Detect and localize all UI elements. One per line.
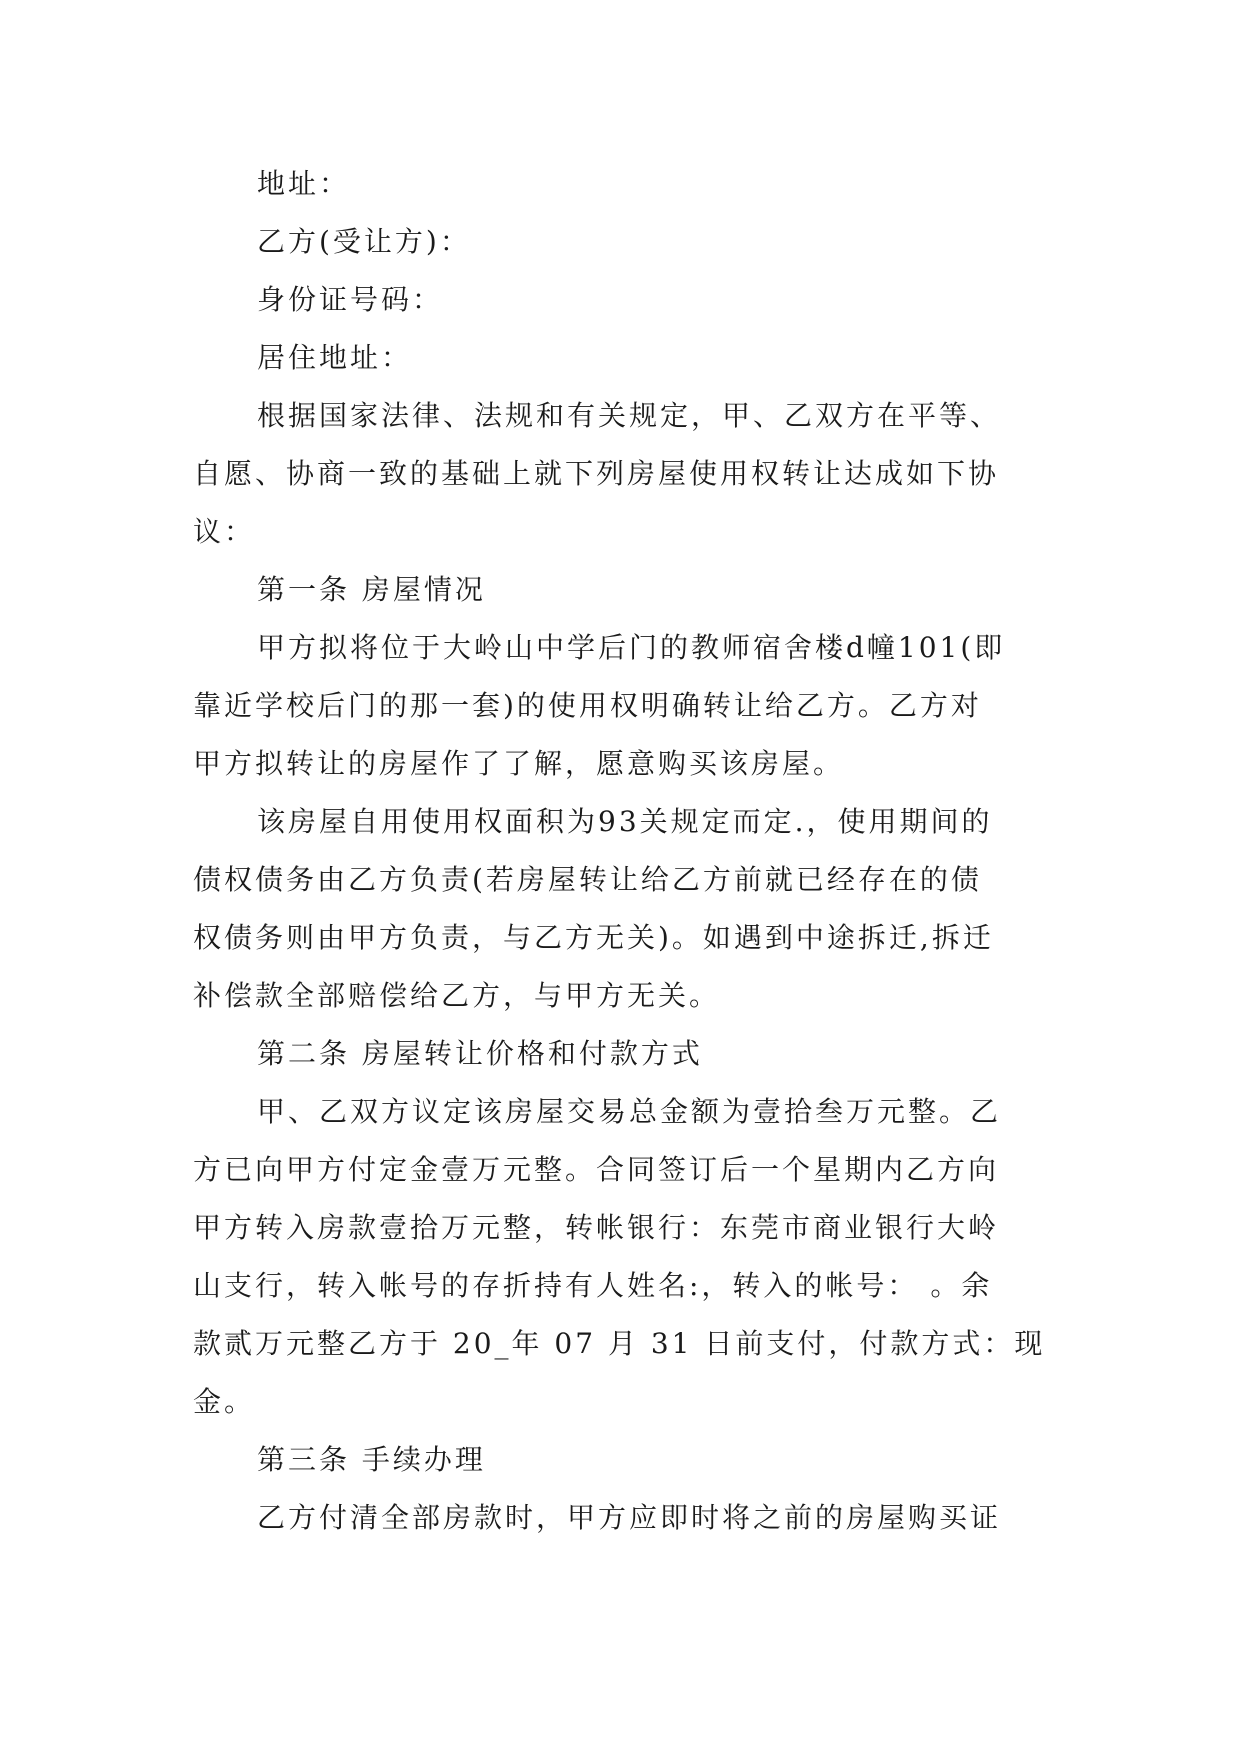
text-line: 甲方转入房款壹拾万元整，转帐银行：东莞市商业银行大岭 [193,1211,1000,1244]
text-line: 该房屋自用使用权面积为93关规定而定.，使用期间的 [257,805,993,838]
text-line: 款贰万元整乙方于 20_年 07 月 31 日前支付，付款方式：现 [193,1327,1046,1360]
document-page [193,155,1073,1547]
text-line: 甲、乙双方议定该房屋交易总金额为壹拾叁万元整。乙 [257,1095,1002,1128]
text-line-address: 地址： [257,167,351,200]
text-line: 方已向甲方付定金壹万元整。合同签订后一个星期内乙方向 [193,1153,1000,1186]
section-heading-article-2: 第二条 房屋转让价格和付款方式 [257,1037,703,1070]
text-line: 甲方拟将位于大岭山中学后门的教师宿舍楼d幢101(即 [257,631,1006,664]
text-line: 补偿款全部赔偿给乙方，与甲方无关。 [193,979,721,1012]
text-line: 乙方付清全部房款时，甲方应即时将之前的房屋购买证 [257,1501,1002,1534]
section-heading-article-3: 第三条 手续办理 [257,1443,486,1476]
text-line: 靠近学校后门的那一套)的使用权明确转让给乙方。乙方对 [193,689,982,722]
text-line-residence: 居住地址： [257,341,413,374]
text-line: 自愿、协商一致的基础上就下列房屋使用权转让达成如下协 [193,457,1000,490]
section-heading-article-1: 第一条 房屋情况 [257,573,486,606]
text-line-id-number: 身份证号码： [257,283,444,316]
text-line: 金。 [193,1385,256,1418]
text-line: 债权债务由乙方负责(若房屋转让给乙方前就已经存在的债 [193,863,982,896]
text-line-party-b: 乙方(受让方)： [257,225,471,258]
text-line: 议： [193,515,256,548]
text-line: 甲方拟转让的房屋作了了解，愿意购买该房屋。 [193,747,845,780]
text-line: 山支行，转入帐号的存折持有人姓名:，转入的帐号： 。余 [193,1269,993,1302]
text-line: 根据国家法律、法规和有关规定，甲、乙双方在平等、 [257,399,1002,432]
text-line: 权债务则由甲方负责，与乙方无关)。如遇到中途拆迁,拆迁 [193,921,994,954]
